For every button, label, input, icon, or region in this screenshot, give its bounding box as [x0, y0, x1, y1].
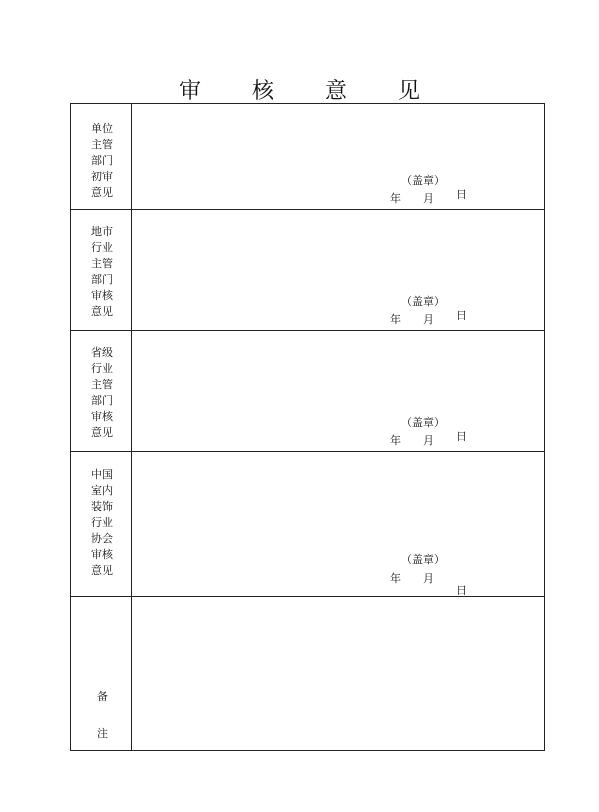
label-line: 审核: [91, 548, 113, 561]
row-unit-dept-initial: [71, 104, 544, 210]
label-line: 意见: [91, 305, 113, 318]
label-line: 行业: [91, 362, 113, 375]
row-city-dept-review: [71, 210, 544, 331]
remarks-label-bottom: 注: [97, 727, 108, 740]
label-line: 省级: [91, 346, 113, 359]
date-day: 日: [456, 188, 467, 201]
date-day: 日: [456, 584, 467, 597]
label-line: 主管: [91, 378, 113, 391]
seal-label: （盖章）: [401, 416, 445, 429]
label-line: 地市: [91, 225, 113, 238]
date-year: 年: [390, 434, 401, 447]
seal-label: （盖章）: [401, 174, 445, 187]
label-line: 意见: [91, 426, 113, 439]
row-association-review: [71, 452, 544, 597]
label-line: 主管: [91, 257, 113, 270]
label-line: 单位: [91, 122, 113, 135]
row-remarks: [71, 597, 544, 751]
row-label: [71, 210, 132, 330]
row-label: [71, 452, 132, 596]
label-line: 审核: [91, 410, 113, 423]
row-label: [71, 597, 132, 751]
seal-label: （盖章）: [401, 295, 445, 308]
label-line: 部门: [91, 273, 113, 286]
label-line: 中国: [91, 468, 113, 481]
label-line: 部门: [91, 154, 113, 167]
row-province-dept-review: [71, 331, 544, 452]
date-day: 日: [456, 430, 467, 443]
row-label: [71, 104, 132, 209]
date-month: 月: [423, 572, 434, 585]
label-line: 行业: [91, 241, 113, 254]
review-opinion-form: [70, 103, 545, 751]
label-line: 室内: [91, 484, 113, 497]
seal-label: （盖章）: [401, 553, 445, 566]
label-line: 初审: [91, 170, 113, 183]
date-month: 月: [423, 434, 434, 447]
date-month: 月: [423, 192, 434, 205]
label-line: 意见: [91, 564, 113, 577]
label-line: 部门: [91, 394, 113, 407]
row-label: [71, 331, 132, 451]
label-line: 审核: [91, 289, 113, 302]
date-month: 月: [423, 313, 434, 326]
date-year: 年: [390, 313, 401, 326]
remarks-label-top: 备: [97, 690, 108, 703]
label-line: 行业: [91, 516, 113, 529]
date-year: 年: [390, 572, 401, 585]
label-line: 协会: [91, 532, 113, 545]
label-line: 意见: [91, 186, 113, 199]
label-line: 装饰: [91, 500, 113, 513]
date-year: 年: [390, 192, 401, 205]
page-title: 审 核 意 见: [179, 79, 442, 104]
date-day: 日: [456, 309, 467, 322]
label-line: 主管: [91, 138, 113, 151]
